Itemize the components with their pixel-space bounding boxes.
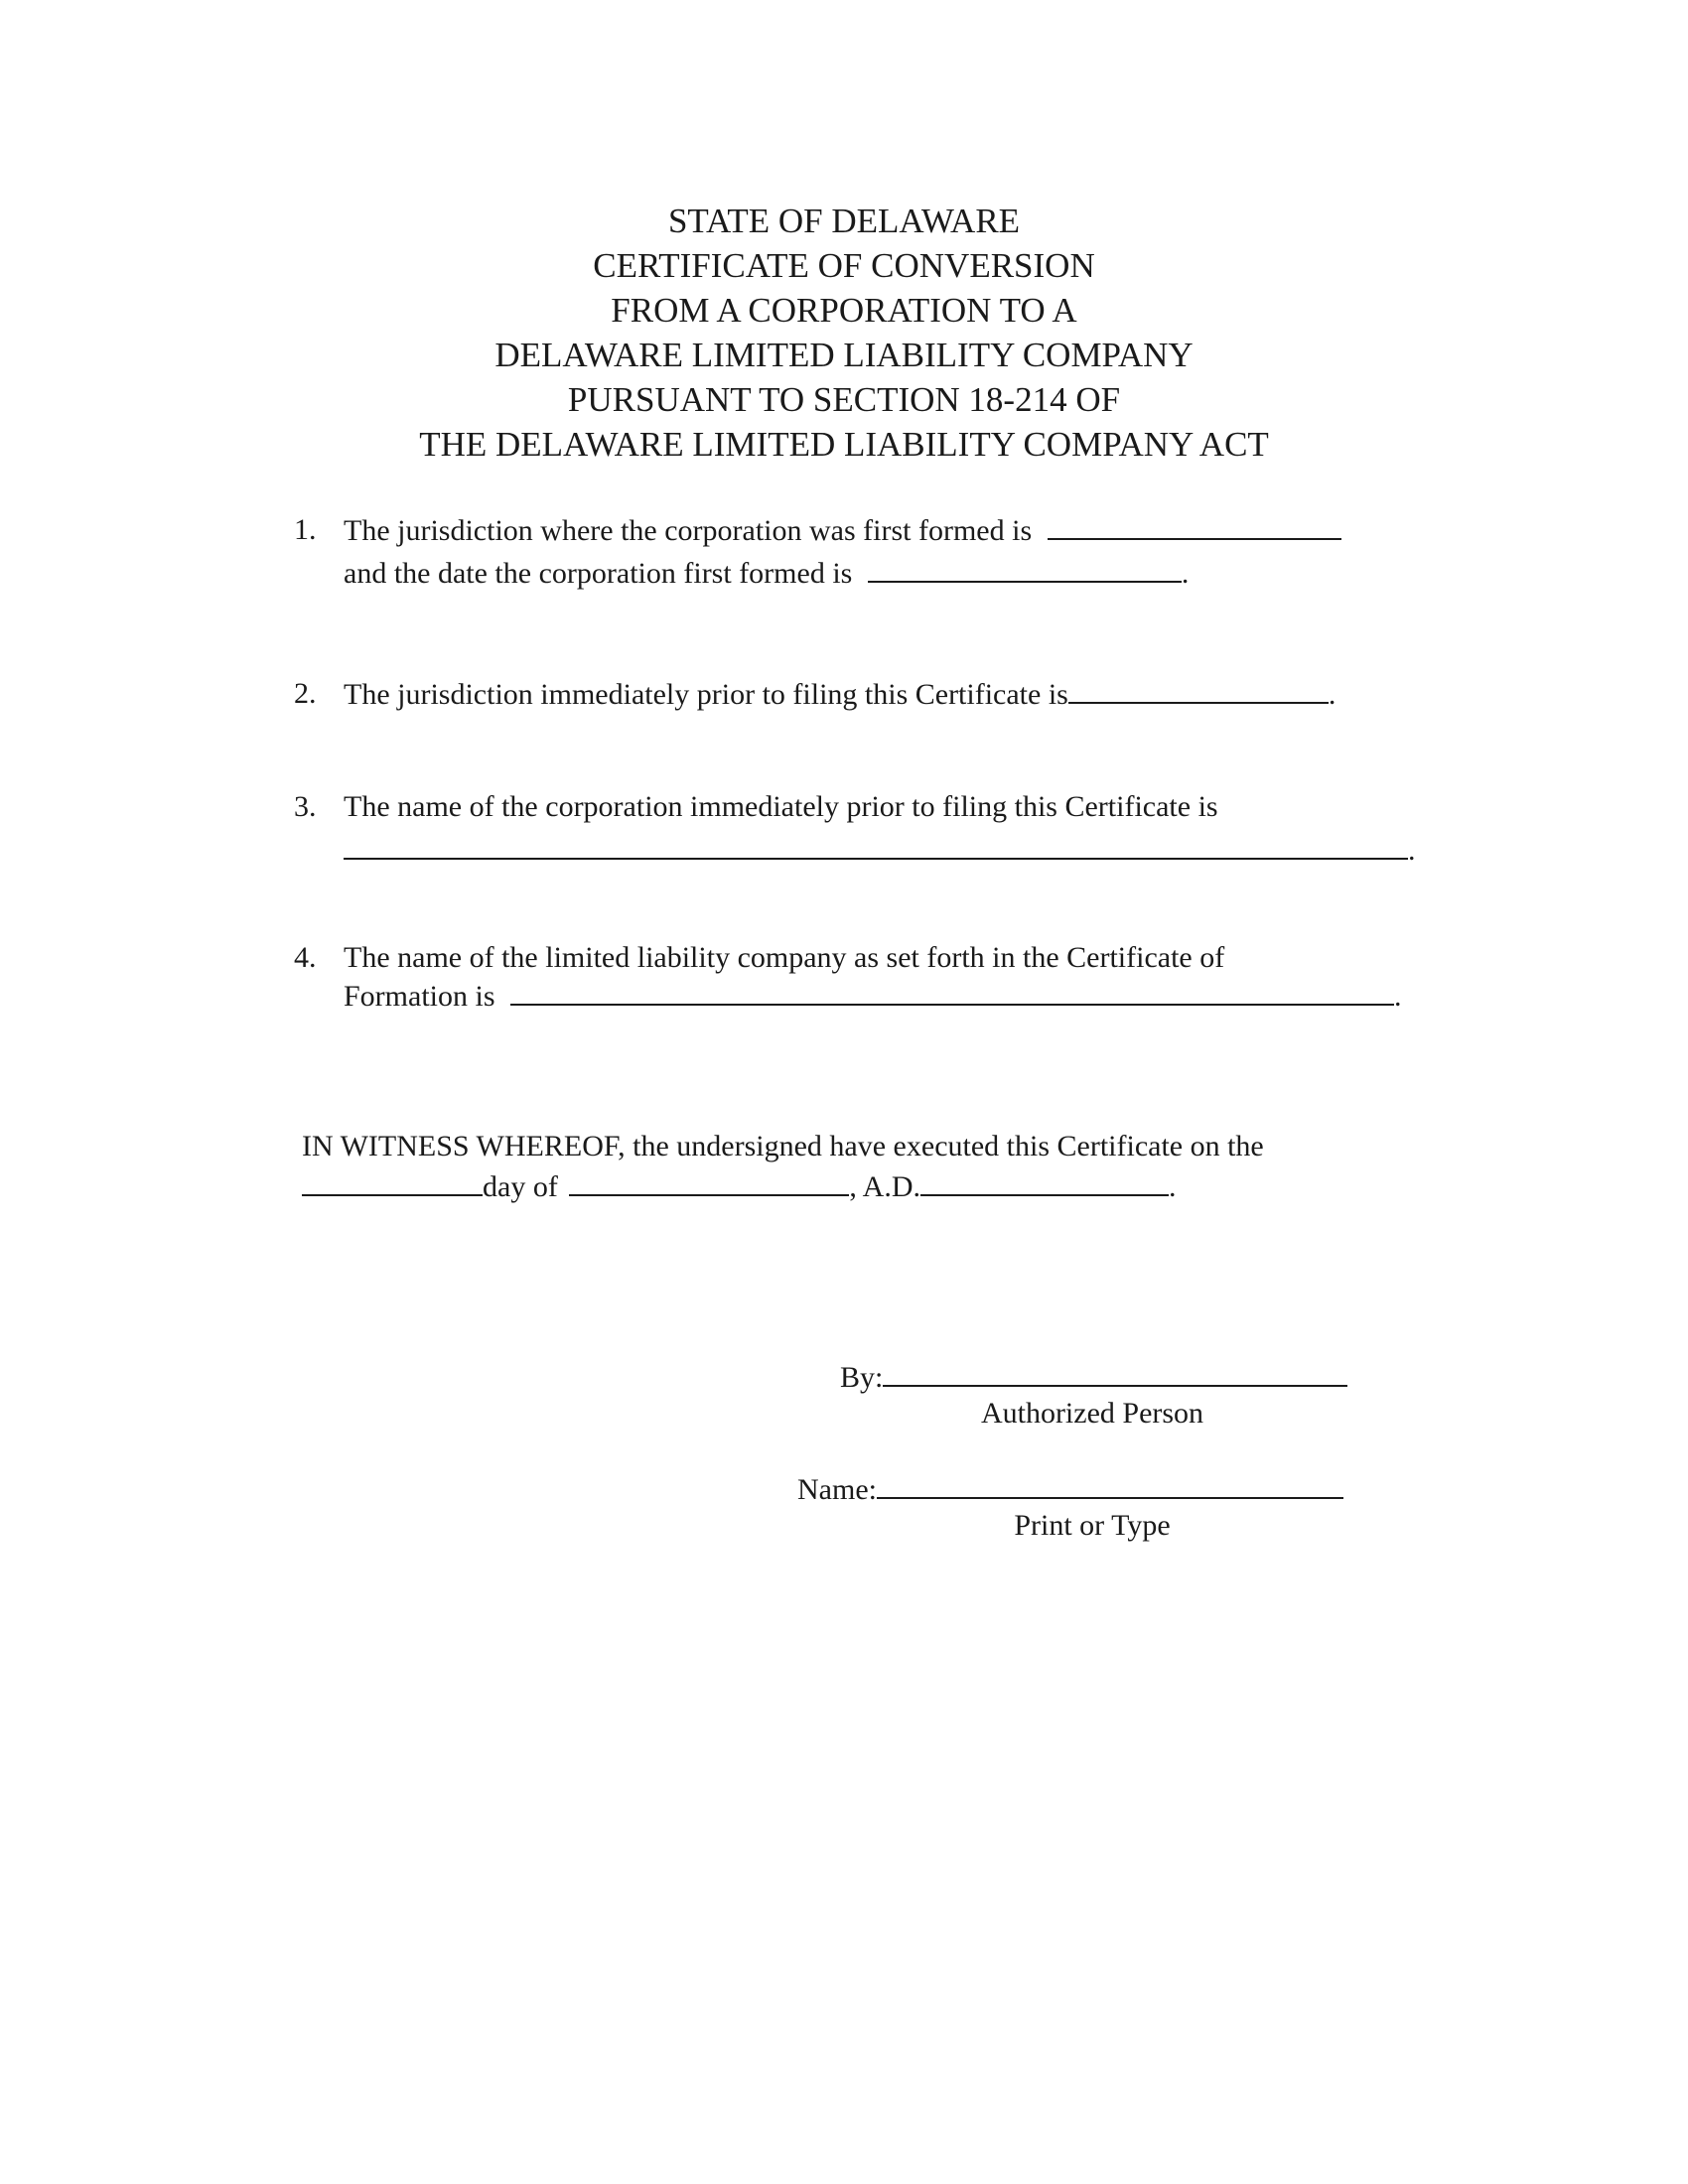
item-4-number: 4. (294, 941, 317, 974)
item-2-end: . (1328, 678, 1336, 711)
item-1-number: 1. (294, 513, 317, 546)
item-1-text-1: The jurisdiction where the corporation was first formed is (344, 514, 1033, 547)
witness-ad: , A.D. (849, 1170, 920, 1203)
item-1-text-2: and the date the corporation first formed is (344, 557, 853, 590)
item-3-line-1 (344, 789, 1218, 825)
witness-day-field[interactable] (302, 1168, 483, 1196)
first-formed-jurisdiction-field[interactable] (1048, 512, 1341, 540)
witness-month-field[interactable] (569, 1168, 849, 1196)
date-first-formed-field[interactable] (868, 555, 1182, 583)
corporation-name-field[interactable] (344, 832, 1408, 860)
item-1-line-2 (344, 555, 1189, 592)
by-line (840, 1359, 1347, 1396)
print-or-type-caption: Print or Type (1014, 1509, 1171, 1542)
item-1-line-1 (344, 512, 1341, 549)
item-4-line-1 (344, 940, 1224, 976)
document-title (0, 199, 1688, 467)
title-line-6: THE DELAWARE LIMITED LIABILITY COMPANY ACT (419, 425, 1269, 464)
title-line-2: CERTIFICATE OF CONVERSION (593, 246, 1095, 285)
witness-end: . (1169, 1170, 1177, 1203)
name-label: Name: (797, 1473, 877, 1506)
printed-name-field[interactable] (877, 1471, 1343, 1499)
item-3-number: 3. (294, 790, 317, 823)
item-2-line-1 (344, 676, 1336, 713)
item-4-text-1: The name of the limited liability company as set forth in the Certificate of (344, 941, 1225, 974)
item-2-number: 2. (294, 677, 317, 710)
item-4-line-2 (344, 978, 1402, 1015)
title-line-3: FROM A CORPORATION TO A (611, 291, 1077, 330)
authorized-person-signature-field[interactable] (883, 1359, 1347, 1387)
llc-name-field[interactable] (510, 978, 1394, 1006)
by-label: By: (840, 1361, 884, 1394)
witness-line-2 (302, 1168, 1177, 1205)
authorized-person-caption: Authorized Person (980, 1397, 1204, 1430)
item-3-line-2 (344, 832, 1416, 869)
witness-text: IN WITNESS WHEREOF, the undersigned have executed this Certificate on the (302, 1130, 1264, 1162)
item-4-text-2: Formation is (344, 980, 495, 1013)
title-line-4: DELAWARE LIMITED LIABILITY COMPANY (494, 336, 1194, 374)
title-line-1: STATE OF DELAWARE (667, 202, 1021, 240)
witness-day-of: day of (483, 1170, 558, 1203)
item-1-end: . (1181, 557, 1190, 590)
item-2-text-1: The jurisdiction immediately prior to filing this Certificate is (344, 678, 1068, 711)
item-4-end: . (1394, 980, 1402, 1013)
witness-year-field[interactable] (920, 1168, 1169, 1196)
item-3-end: . (1408, 834, 1416, 867)
item-3-text-1: The name of the corporation immediately prior to filing this Certificate is (344, 790, 1218, 823)
name-line (797, 1471, 1343, 1508)
title-line-5: PURSUANT TO SECTION 18-214 OF (567, 380, 1121, 419)
witness-line-1 (302, 1129, 1264, 1164)
prior-jurisdiction-field[interactable] (1068, 676, 1329, 704)
